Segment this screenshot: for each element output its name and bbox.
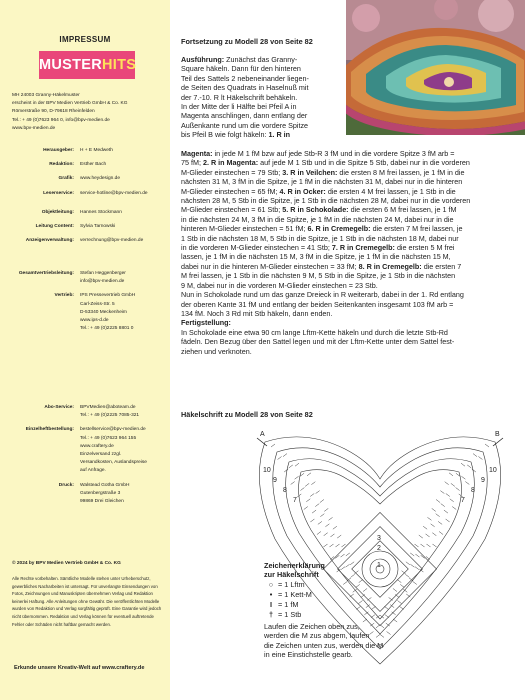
bold-segment: 6. R in Cremegelb:	[307, 224, 373, 234]
text-segment: Teil des Sattels 2 nebeneinander liegen-	[181, 73, 309, 83]
credit-value	[80, 270, 170, 286]
text-segment: hinteren M-Glieder einstechen = 51 fM;	[181, 224, 308, 234]
row-label-right-7: 7	[461, 497, 465, 504]
legal-line: Fehler oder Schäden nicht haftbar gemacht werden.	[12, 621, 112, 627]
credit-value	[80, 190, 170, 198]
bold-segment: 8. R in Cremegelb:	[358, 261, 424, 271]
text-line	[181, 196, 515, 205]
text-segment: in jede M 1 fM bzw auf jede Stb-R 3 fM und in die vordere Spitze 3 fM arb =	[214, 149, 455, 158]
bold-segment: 5. R in Schokolade:	[282, 205, 351, 215]
credit-value-line: Versandkosten, Auslandspreise	[80, 460, 147, 466]
row-label-left-7: 7	[293, 497, 297, 504]
text-line	[181, 215, 515, 224]
credit-value-line: Sylvia Tarnowski	[80, 224, 116, 230]
section-title-continuation: Fortsetzung zu Modell 28 von Seite 82	[181, 37, 313, 46]
credit-row	[0, 426, 170, 475]
text-line	[181, 318, 515, 327]
text-segment: In der Mitte der li Hälfte bei Pfeil A in	[181, 102, 297, 112]
credit-key: Anzeigenverwaltung:	[25, 238, 74, 244]
credit-key: Objektleitung:	[41, 210, 74, 215]
bold-segment: 4. R in Ocker:	[279, 186, 328, 196]
text-segment: die ersten 7	[423, 261, 462, 271]
text-segment: die ersten 4 M frei lassen, je 1 Stb in die	[327, 186, 456, 196]
round-label-2: 2	[377, 545, 381, 552]
text-line	[181, 300, 515, 309]
bold-segment: 7. R in Cremegelb:	[331, 243, 397, 253]
credit-value-line: Tel.: + 49 (0)2225 7085-321	[80, 413, 140, 419]
legend-desc-line: die Zeichen unten zus, werden die M	[264, 640, 384, 650]
credit-row	[0, 223, 170, 231]
legend-desc-line: werden die M zus abgem, laufen	[264, 631, 370, 641]
credit-value	[80, 161, 170, 169]
impressum-title: IMPRESSUM	[59, 35, 111, 44]
credit-key: Grafik:	[58, 176, 74, 182]
credit-value-line: Gutenbergstraße 3	[80, 490, 121, 496]
credit-value-line: verrechnung@bpv-medien.de	[80, 238, 144, 244]
credit-row	[0, 404, 170, 420]
credit-value-line: BPVMedien@aboteam.de	[80, 405, 136, 410]
text-line	[181, 121, 341, 130]
text-line	[181, 271, 515, 280]
text-segment: in die vorderen M-Glieder einstechen = 41 Stb;	[181, 243, 332, 253]
text-segment: 1 Stb in die nächsten 18 M, 5 Stb in die Spitze, je 1 Stb in die nächsten 18 M, dabei nur	[181, 233, 459, 243]
text-segment: Magenta anschlingen, dann entlang der	[181, 111, 308, 121]
credit-value	[80, 292, 170, 333]
text-line	[181, 83, 341, 92]
text-segment: Zunächst das Granny-	[226, 55, 298, 64]
text-line	[181, 130, 341, 139]
legend-glyph: I	[269, 600, 273, 610]
text-segment: lassen, je 1 fM in die nächsten 15 M, 3 fM in die Spitze, je 1 fM in die nächsten 15 M,	[181, 252, 451, 262]
text-segment: M-Glieder einstechen = 61 Stb;	[181, 205, 283, 215]
credit-value-line: Tel.: + 49 (0)7623 964 155	[80, 435, 137, 441]
text-line	[181, 243, 515, 252]
text-segment: 134 fM. Noch 3 Rd mit Stb häkeln, dann enden.	[181, 308, 333, 318]
musterhits-logo: MUSTERHITS	[39, 51, 135, 79]
credit-row	[0, 237, 170, 245]
text-line	[181, 93, 341, 102]
text-line	[181, 149, 515, 158]
credit-key: Gesamtvertriebsleitung:	[18, 271, 74, 276]
text-line	[181, 55, 341, 64]
legal-line: Fotos, Zeichnungen und Manuskripten übernehmen Verlag und Redaktion	[12, 591, 153, 597]
text-line	[181, 347, 515, 356]
bold-segment: Fertigstellung:	[181, 318, 231, 328]
legend-item	[264, 610, 399, 620]
credit-key: Druck:	[58, 482, 74, 488]
legend-desc-line: in eine Einstichstelle gearb.	[264, 650, 353, 660]
round-label-3: 3	[377, 535, 381, 542]
text-segment: die ersten 6 M frei lassen, je 1 fM	[350, 205, 457, 215]
bold-segment: 3. R in Veilchen:	[282, 167, 340, 177]
credit-value-line: info@bpv-medien.de	[80, 279, 125, 285]
text-segment: dabei nur in die hinteren M-Glieder einstechen = 33 fM;	[181, 261, 359, 271]
credits-distribution	[0, 270, 170, 333]
text-segment: nächsten 31 M, 3 fM in die Spitze, je 1 fM in die nächsten 31 M, dabei nur in die hinteren	[181, 177, 463, 187]
instructions-wide	[181, 149, 515, 356]
credit-value-line: D-53340 Meckenheim	[80, 309, 127, 315]
credit-key: Leitung Content:	[35, 224, 74, 230]
legal-line: wurden von Redaktion und Verlag sorgfältig geprüft. Eine Garantie wird jedoch	[12, 606, 162, 612]
credit-value-line: www.heydesign.de	[80, 176, 120, 182]
legend-label: = 1 fM	[278, 600, 299, 610]
credit-value-line: 99869 Drei Gleichen	[80, 499, 124, 505]
credit-value-line: IPS Pressevertrieb GmbH	[80, 293, 136, 299]
text-segment: Außenkante rund um die vordere Spitze	[181, 120, 309, 130]
credit-value-line: service-hotline@bpv-medien.de	[80, 190, 148, 196]
publisher-line: erscheint in der BPV Medien Vertrieb GmbH & Co. KG	[12, 101, 128, 107]
publisher-line: Tel.: + 49 (0)7623 964 0, info@bpv-medien.de	[12, 117, 110, 123]
credit-row	[0, 292, 170, 333]
legal-line: keinerlei Haftung. Alle Anleitungen ohne Gewähr. Die veröffentlichten Modelle	[12, 598, 160, 604]
row-label-right-9: 9	[481, 477, 485, 484]
text-line	[181, 234, 515, 243]
text-segment: der 7.-10. R lt Häkelschrift behäkeln.	[181, 92, 298, 102]
text-line	[181, 187, 515, 196]
legal-line: gewerbliches Nacharbeiten ist untersagt. Für unverlangte Einsendungen von	[12, 583, 158, 589]
legend-item	[264, 600, 399, 610]
credit-row	[0, 482, 170, 507]
legend-desc-line: Laufen die Zeichen oben zus,	[264, 621, 360, 631]
legend-label: = 1 Lftm	[278, 580, 305, 590]
legend-label: = 1 Stb	[278, 610, 302, 620]
text-line	[181, 111, 341, 120]
text-line	[181, 337, 515, 346]
credit-value-line: Esther Bach	[80, 162, 107, 168]
credit-value	[80, 175, 170, 183]
bold-segment: Ausführung:	[181, 55, 227, 64]
credit-value-line: Tel.: + 49 (0)2225 8801 0	[80, 326, 134, 332]
text-segment: der oberen Kante 31 fM und entlang der beiden Seitenkanten insgesamt 103 fM arb =	[181, 299, 454, 309]
text-line	[181, 74, 341, 83]
legend-glyph: ○	[268, 580, 274, 590]
arrow-label-a: A	[260, 431, 265, 438]
text-segment: In Schokolade eine etwa 90 cm lange Lftm-Kette häkeln und durch die letzte Stb-Rd	[181, 327, 448, 337]
text-segment: nächsten 28 M, 5 Stb in die Spitze, je 1 Stb in die nächsten 28 M, dabei nur in die vorderen	[181, 196, 471, 206]
row-label-right-10: 10	[489, 467, 497, 474]
publisher-info	[12, 92, 162, 133]
credit-key: Leserservice:	[43, 190, 74, 196]
publisher-line: www.bpv-medien.de	[12, 125, 56, 131]
legal-line: Alle Rechte vorbehalten. Sämtliche Modelle stehen unter Urheberschutz,	[12, 576, 151, 581]
text-segment: M-Glieder einstechen = 79 Stb;	[181, 167, 283, 177]
credit-value-line: Hannes Stockmann	[80, 210, 122, 215]
chart-legend	[264, 561, 399, 659]
credit-row	[0, 190, 170, 198]
legend-label: = 1 Kett-M	[278, 590, 312, 600]
publisher-line: Römerstraße 90, D-79618 Rheinfelden	[12, 109, 95, 115]
text-line	[181, 290, 515, 299]
text-line	[181, 328, 515, 337]
instructions-narrow	[181, 55, 341, 140]
text-line	[181, 158, 515, 167]
impressum-panel	[0, 0, 170, 700]
text-line	[181, 177, 515, 186]
text-segment: die ersten 7 M frei lassen, je	[372, 224, 463, 234]
legend-item	[264, 580, 399, 590]
text-line	[181, 224, 515, 233]
bold-segment: 1. R in	[268, 130, 291, 140]
credit-value	[80, 223, 170, 231]
bold-segment: 2. R in Magenta:	[202, 158, 261, 168]
bold-segment: Magenta:	[181, 149, 215, 158]
saddle-cover-photo	[346, 0, 525, 135]
credit-value-line: Walstead Gotha GmbH	[80, 482, 130, 488]
text-segment: de Seiten des Quadrats in Haselnuß mit	[181, 83, 309, 93]
legend-item	[264, 590, 399, 600]
text-segment: 9 M, dabei nur in die vorderen M-Glieder einstechen = 23 Stb.	[181, 280, 378, 290]
credit-row	[0, 209, 170, 217]
credits-management	[0, 209, 170, 246]
credit-value-line: bestellservice@bpv-medien.de	[80, 427, 146, 433]
text-segment: Nun in Schokolade rund um das ganze Dreieck in R weiterarb, dabei in der 1. Rd entlang	[181, 290, 464, 300]
credit-key: Vertrieb:	[54, 293, 74, 299]
credit-value-line: www.ips-d.de	[80, 318, 109, 324]
credit-row	[0, 161, 170, 169]
credit-value	[80, 237, 170, 245]
text-segment: die ersten 5 M frei	[396, 243, 455, 253]
text-segment: in die nächsten 24 M, 3 fM in die Spitze, je 1 fM in die nächsten 24 M, dabei nur in die	[181, 214, 454, 224]
credit-value-line: H + E Medweth	[80, 148, 113, 153]
credit-key: Einzelheftbestellung:	[25, 427, 74, 433]
legend-description	[264, 622, 399, 660]
credit-value-line: Stefan Heggenberger	[80, 271, 126, 276]
credit-key: Herausgeber:	[43, 148, 74, 153]
text-segment: 75 fM;	[181, 158, 203, 168]
footer-link[interactable]: Erkunde unsere Kreativ-Welt auf www.craftery.de	[14, 665, 145, 671]
row-label-right-8: 8	[471, 487, 475, 494]
text-segment: auf jede M 1 Stb und in die Spitze 5 Stb, dabei nur in die vorderen	[260, 158, 470, 168]
credit-value	[80, 147, 170, 155]
credit-value	[80, 209, 170, 217]
credit-key: Abo-Service:	[44, 405, 74, 410]
credit-value-line: Carl-Zeiss-Str. 5	[80, 301, 115, 307]
credits-service	[0, 404, 170, 506]
legend-subtitle: zur Häkelschrift	[264, 570, 319, 580]
text-line	[181, 205, 515, 214]
credits-editorial	[0, 147, 170, 198]
credit-value-line: auf Anfrage.	[80, 468, 106, 474]
text-line	[181, 252, 515, 261]
text-line	[181, 262, 515, 271]
text-segment: Square häkeln. Dann für den hinteren	[181, 64, 301, 74]
legend-glyph: †	[268, 610, 274, 620]
credit-value	[80, 482, 170, 507]
arrow-label-b: B	[495, 431, 500, 438]
credit-value-line: Einzelversand zzgl.	[80, 452, 122, 458]
text-segment: die ersten 8 M frei lassen, je 1 fM in die	[339, 167, 465, 177]
text-line	[181, 309, 515, 318]
legal-notice	[12, 575, 164, 628]
row-label-left-8: 8	[283, 487, 287, 494]
copyright: © 2024 by BPV Medien Vertrieb GmbH & Co. KG	[12, 561, 121, 566]
credit-value	[80, 426, 170, 475]
text-segment: bis Pfeil B wie folgt häkeln:	[181, 130, 269, 140]
text-line	[181, 64, 341, 73]
legend-title: Zeichenerklärung	[264, 561, 325, 570]
text-line	[181, 168, 515, 177]
section-title-chart: Häkelschrift zu Modell 28 von Seite 82	[181, 410, 313, 419]
text-segment: M frei lassen, je 1 Stb in die nächsten 9 M, 5 Stb in die Spitze, je 1 Stb in die nächsten	[181, 271, 456, 281]
credit-row	[0, 147, 170, 155]
legal-line: nicht übernommen. Redaktion und Verlag können für eventuell auftretende	[12, 613, 154, 619]
credit-row	[0, 175, 170, 183]
row-label-left-9: 9	[273, 477, 277, 484]
text-line	[181, 281, 515, 290]
credit-row	[0, 270, 170, 286]
publisher-line: MH 24003 Granny-Häkelmuster	[12, 93, 80, 98]
row-label-left-10: 10	[263, 467, 271, 474]
credit-key: Redaktion:	[49, 162, 74, 168]
text-segment: fädeln. Den Bezug über den Sattel legen und mit der Lftm-Kette unter dem Sattel fest-	[181, 337, 455, 347]
credit-value-line: www.craftery.de	[80, 443, 114, 449]
text-segment: M-Glieder einstechen = 65 fM;	[181, 186, 280, 196]
round-label-1: 1	[377, 562, 381, 569]
text-segment: ziehen und verknoten.	[181, 346, 252, 356]
text-line	[181, 102, 341, 111]
credit-value	[80, 404, 170, 420]
legend-glyph: •	[269, 590, 273, 600]
